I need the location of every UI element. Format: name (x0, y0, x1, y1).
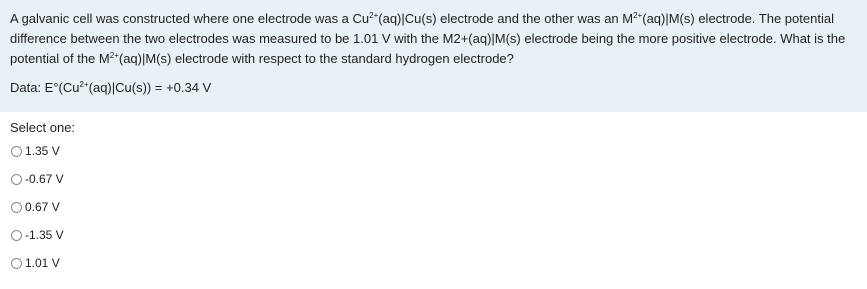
superscript-charge: 2+ (633, 11, 643, 20)
answer-option[interactable] (11, 137, 64, 165)
superscript-charge: 2+ (109, 51, 119, 60)
answer-option-label[interactable]: 1.35 V (25, 144, 60, 158)
radio-button[interactable] (11, 174, 22, 185)
question-text-part-2: (aq)|Cu(s) electrode and the other was an M (378, 11, 634, 26)
question-text (10, 9, 855, 69)
data-line-prefix: Data: E°(Cu (10, 80, 80, 95)
superscript-charge: 2+ (79, 80, 89, 89)
answer-option-label[interactable]: 1.01 V (25, 256, 60, 270)
radio-button[interactable] (11, 202, 22, 213)
question-text-part-1: A galvanic cell was constructed where one electrode was a Cu (10, 11, 370, 26)
question-text-part-3: (aq)|M(s) electrode. The potential difference between the two electrodes was measured to be 1.01 V with the M2+(aq)|M(s) electrode being the more positive electrode. What is the potential of the M (10, 11, 846, 66)
answer-option[interactable] (11, 221, 64, 249)
radio-button[interactable] (11, 258, 22, 269)
superscript-charge: 2+ (369, 11, 379, 20)
data-line (10, 78, 211, 98)
answer-option-label[interactable]: -1.35 V (25, 228, 64, 242)
data-line-suffix: (aq)|Cu(s)) = +0.34 V (88, 80, 212, 95)
question-text-part-4: (aq)|M(s) electrode with respect to the standard hydrogen electrode? (118, 51, 514, 66)
question-box (0, 0, 867, 112)
radio-button[interactable] (11, 230, 22, 241)
answer-option-label[interactable]: 0.67 V (25, 200, 60, 214)
select-one-label: Select one: (10, 120, 76, 135)
answer-option[interactable] (11, 249, 64, 277)
answer-option-label[interactable]: -0.67 V (25, 172, 64, 186)
answer-option[interactable] (11, 193, 64, 221)
answer-option[interactable] (11, 165, 64, 193)
answer-options (11, 137, 64, 277)
radio-button[interactable] (11, 146, 22, 157)
